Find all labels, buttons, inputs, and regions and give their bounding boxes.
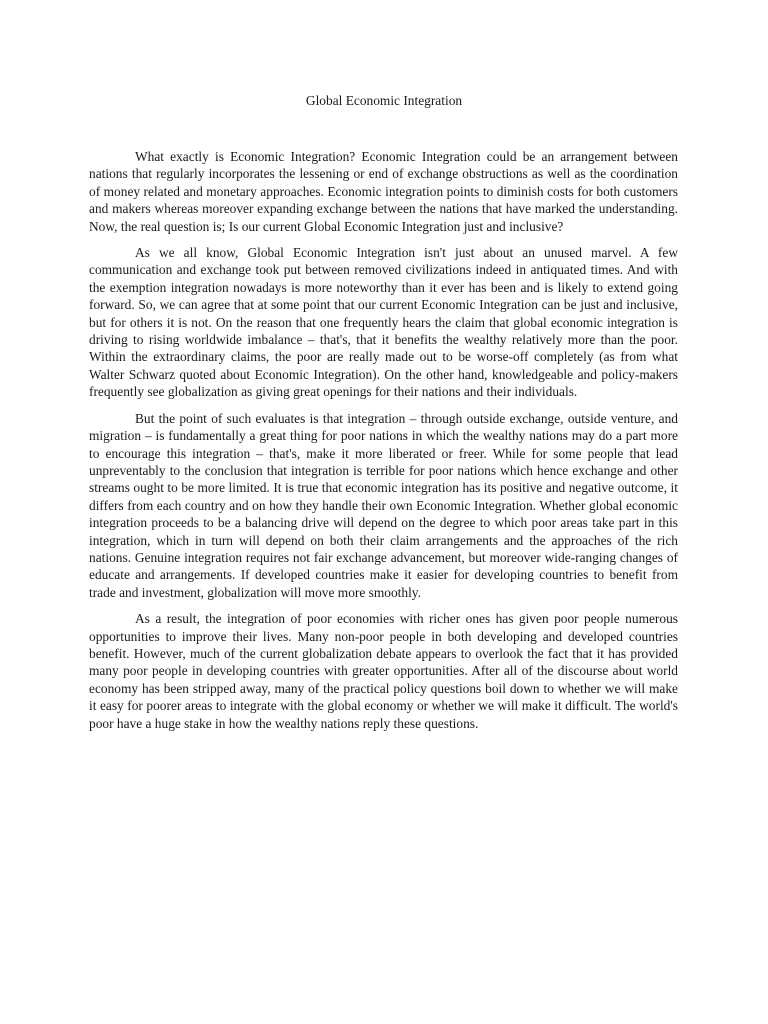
paragraph-3: But the point of such evaluates is that integration – through outside exchange, outside venture, and migration – is fundamentally a great thing for poor nations in which the wealthy nations may do a part more to encourage this integration – that's, make it more liberated or freer. While for some people that lead unpreventably to the conclusion that integration is terrible for poor nations which hence exchange and other streams ought to be more limited. It is true that economic integration has its positive and negative outcome, it differs from each country and on how they handle their own Economic Integration. Whether global economic integration proceeds to be a balancing drive will depend on the degree to which poor areas take part in this integration, which in turn will depend on both their claim arrangements and the approaches of the rich nations. Genuine integration requires not fair exchange advancement, but moreover wide-ranging changes of educate and arrangements. If developed countries make it easier for developing countries to benefit from trade and investment, globalization will move more smoothly.	[89, 410, 678, 600]
paragraph-1: What exactly is Economic Integration? Economic Integration could be an arrangement between nations that regularly incorporates the lessening or end of exchange obstructions as well as the coordination of money related and monetary approaches. Economic integration points to diminish costs for both customers and makers whereas moreover expanding exchange between the nations that have marked the understanding. Now, the real question is; Is our current Global Economic Integration just and inclusive?	[89, 149, 678, 234]
paragraph-2: As we all know, Global Economic Integration isn't just about an unused marvel. A few communication and exchange took put between removed civilizations indeed in antiquated times. And with the exemption integration nowadays is more noteworthy than it ever has been and is likely to extend going forward. So, we can agree that at some point that our current Economic Integration can be just and inclusive, but for others it is not. On the reason that one frequently hears the claim that global economic integration is driving to rising worldwide imbalance – that's, that it benefits the wealthy relatively more than the poor. Within the extraordinary claims, the poor are really made out to be worse-off completely (as from what Walter Schwarz quoted about Economic Integration). On the other hand, knowledgeable and policy-makers frequently see globalization as giving great openings for their nations and their individuals.	[89, 245, 678, 400]
document-body	[89, 148, 678, 741]
document-title: Global Economic Integration	[305, 93, 463, 108]
paragraph-4: As a result, the integration of poor economies with richer ones has given poor people numerous opportunities to improve their lives. Many non-poor people in both developing and developed countries benefit. However, much of the current globalization debate appears to overlook the fact that it has provided many poor people in developing countries with greater opportunities. After all of the discourse about world economy has been stripped away, many of the practical policy questions boil down to whether we will make it easy for poorer areas to integrate with the global economy or whether we will make it difficult. The world's poor have a huge stake in how the wealthy nations reply these questions.	[89, 611, 678, 731]
